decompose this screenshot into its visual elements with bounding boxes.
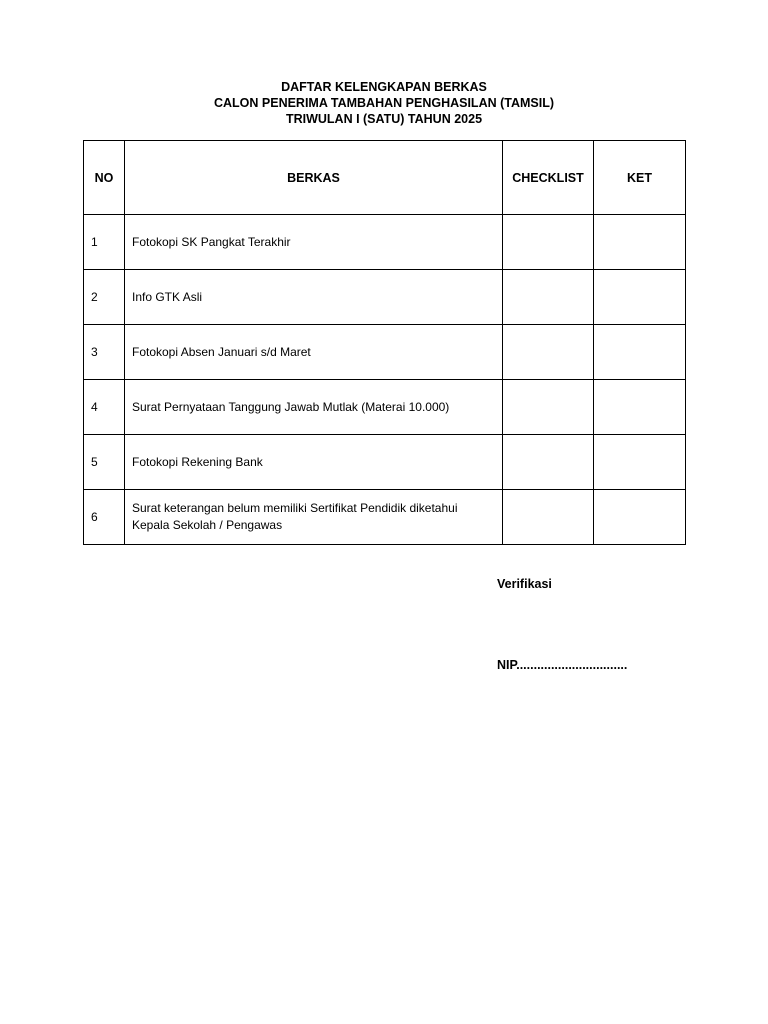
row-ket-cell — [594, 325, 686, 380]
row-no: 5 — [84, 435, 125, 490]
row-berkas: Surat Pernyataan Tanggung Jawab Mutlak (Materai 10.000) — [125, 380, 503, 435]
table-row — [84, 435, 686, 490]
title-line-3: TRIWULAN I (SATU) TAHUN 2025 — [285, 112, 483, 126]
table-row — [84, 325, 686, 380]
row-no: 6 — [84, 490, 125, 545]
row-checklist-cell — [503, 490, 594, 545]
header-no: NO — [84, 141, 125, 215]
table-row — [84, 380, 686, 435]
title-line-2: CALON PENERIMA TAMBAHAN PENGHASILAN (TAMSIL) — [213, 96, 555, 110]
row-berkas: Fotokopi SK Pangkat Terakhir — [125, 215, 503, 270]
verification-label: Verifikasi — [497, 577, 552, 591]
row-no: 3 — [84, 325, 125, 380]
row-checklist-cell — [503, 325, 594, 380]
table-row — [84, 270, 686, 325]
row-berkas: Fotokopi Absen Januari s/d Maret — [125, 325, 503, 380]
row-checklist-cell — [503, 215, 594, 270]
title-line-1: DAFTAR KELENGKAPAN BERKAS — [281, 80, 487, 94]
nip-line: NIP................................ — [497, 658, 628, 672]
row-ket-cell — [594, 490, 686, 545]
row-no: 1 — [84, 215, 125, 270]
header-ket: KET — [594, 141, 686, 215]
row-no: 4 — [84, 380, 125, 435]
row-berkas: Fotokopi Rekening Bank — [125, 435, 503, 490]
row-ket-cell — [594, 270, 686, 325]
row-checklist-cell — [503, 270, 594, 325]
row-checklist-cell — [503, 380, 594, 435]
row-ket-cell — [594, 380, 686, 435]
row-berkas: Info GTK Asli — [125, 270, 503, 325]
row-ket-cell — [594, 435, 686, 490]
header-checklist: CHECKLIST — [503, 141, 594, 215]
document-title — [0, 79, 768, 127]
table-header-row — [84, 141, 686, 215]
table-row — [84, 215, 686, 270]
header-berkas: BERKAS — [125, 141, 503, 215]
row-no: 2 — [84, 270, 125, 325]
row-ket-cell — [594, 215, 686, 270]
berkas-table — [83, 140, 686, 545]
table-row — [84, 490, 686, 545]
row-berkas: Surat keterangan belum memiliki Sertifikat Pendidik diketahui Kepala Sekolah / Pengawas — [125, 490, 503, 545]
row-checklist-cell — [503, 435, 594, 490]
